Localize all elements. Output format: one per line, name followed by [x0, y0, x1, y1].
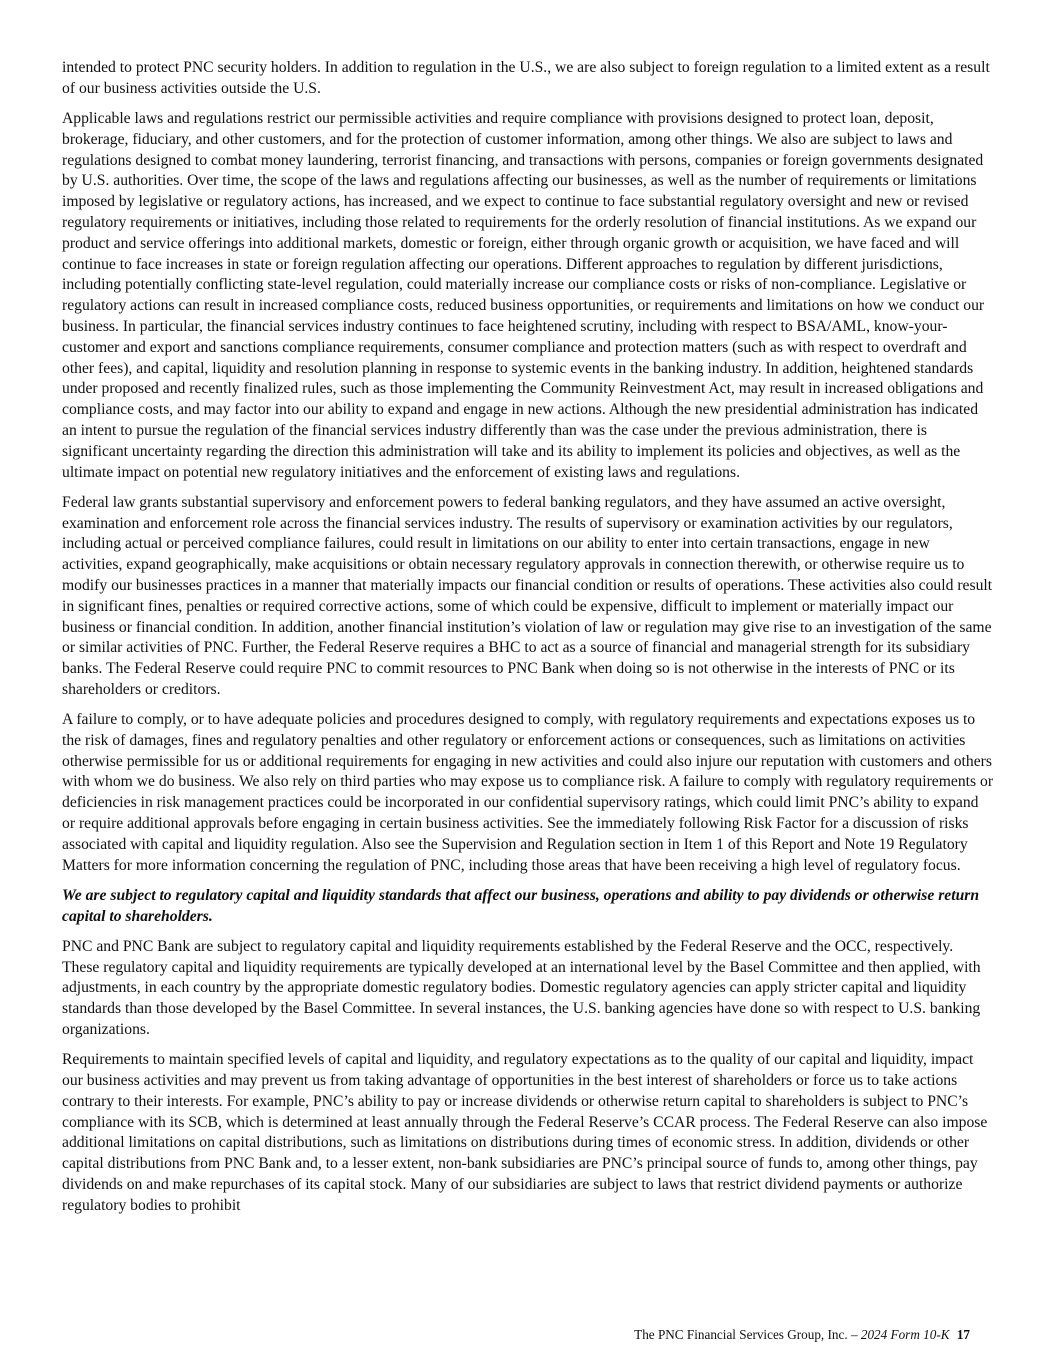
footer-form: 2024 Form 10-K [860, 1327, 950, 1342]
footer-company: The PNC Financial Services Group, Inc. – [634, 1327, 858, 1342]
paragraph-4: A failure to comply, or to have adequate policies and procedures designed to comply, with regulatory requirements and expectations exposes us to the risk of damages, fines and regulatory penalties and other regulatory or enforcement actions or consequences, such as limitations on activities otherwise permissible for us or additional requirements for engaging in new activities and could also injure our reputation with customers and others with whom we do business. We also rely on third parties who may expose us to compliance risk. A failure to comply with regulatory requirements or deficiencies in risk management practices could be incorporated in our confidential supervisory ratings, which could limit PNC’s ability to expand or require additional approvals before engaging in certain business activities. See the immediately following Risk Factor for a discussion of risks associated with capital and liquidity regulation. Also see the Supervision and Regulation section in Item 1 of this Report and Note 19 Regulatory Matters for more information concerning the regulation of PNC, including those areas that have been receiving a high level of regulatory focus. [62, 711, 994, 874]
page-footer [0, 1326, 970, 1344]
paragraph-5: PNC and PNC Bank are subject to regulatory capital and liquidity requirements established by the Federal Reserve and the OCC, respectively. These regulatory capital and liquidity requirements are typically developed at an international level by the Basel Committee and then applied, with adjustments, in each country by the appropriate domestic regulatory bodies. Domestic regulatory agencies can apply stricter capital and liquidity standards than those developed by the Basel Committee. In several instances, the U.S. banking agencies have done so with respect to U.S. banking organizations. [62, 937, 981, 1039]
paragraph-3: Federal law grants substantial supervisory and enforcement powers to federal banking regulators, and they have assumed an active oversight, examination and enforcement role across the financial services industry. The results of supervisory or examination activities by our regulators, including actual or perceived compliance failures, could result in limitations on our ability to enter into certain transactions, engage in new activities, expand geographically, make acquisitions or obtain necessary regulatory approvals in connection therewith, or otherwise require us to modify our businesses practices in a manner that materially impacts our financial condition or results of operations. These activities also could result in significant fines, penalties or required corrective actions, some of which could be expensive, difficult to implement or materially impact our business or financial condition. In addition, another financial institution’s violation of law or regulation may give rise to an investigation of the same or similar activities of PNC. Further, the Federal Reserve requires a BHC to act as a source of financial and managerial strength for its subsidiary banks. The Federal Reserve could require PNC to commit resources to PNC Bank when doing so is not otherwise in the interests of PNC or its shareholders or creditors. [62, 493, 993, 698]
document-body [62, 58, 994, 1226]
paragraph-2: Applicable laws and regulations restrict our permissible activities and require compliance with provisions designed to protect loan, deposit, brokerage, fiduciary, and other customers, and for the protection of customer information, among other things. We also are subject to laws and regulations designed to combat money laundering, terrorist financing, and transactions with persons, companies or foreign governments designated by U.S. authorities. Over time, the scope of the laws and regulations affecting our businesses, as well as the number of requirements or limitations imposed by legislative or regulatory actions, has increased, and we expect to continue to face substantial regulatory oversight and new or revised regulatory requirements or initiatives, including those related to requirements for the orderly resolution of financial institutions. As we expand our product and service offerings into additional markets, domestic or foreign, either through organic growth or acquisition, we have faced and will continue to face increases in state or foreign regulation affecting our operations. Different approaches to regulation by different jurisdictions, including potentially conflicting state-level regulation, could materially increase our compliance costs or risks of non-compliance. Legislative or regulatory actions can result in increased compliance costs, reduced business opportunities, or requirements and limitations on how we conduct our business. In particular, the financial services industry continues to face heightened scrutiny, including with respect to BSA/AML, know-your-customer and export and sanctions compliance requirements, consumer compliance and protection matters (such as with respect to overdraft and other fees), and capital, liquidity and resolution planning in response to systemic events in the banking industry. In addition, heightened standards under proposed and recently finalized rules, such as those implementing the Community Reinvestment Act, may result in increased obligations and compliance costs, and may factor into our ability to expand and engage in new actions. Although the new presidential administration has indicated an intent to pursue the regulation of the financial services industry differently than was the case under the previous administration, there is significant uncertainty regarding the direction this administration will take and its ability to implement its policies and objectives, as well as the ultimate impact on potential new regulatory initiatives and the enforcement of existing laws and regulations. [62, 109, 985, 481]
paragraph-1: intended to protect PNC security holders. In addition to regulation in the U.S., we are also subject to foreign regulation to a limited extent as a result of our business activities outside the U.S. [62, 59, 990, 97]
risk-factor-heading: We are subject to regulatory capital and liquidity standards that affect our business, operations and ability to pay dividends or otherwise return capital to shareholders. [62, 886, 980, 925]
page-number: 17 [956, 1327, 970, 1342]
paragraph-6: Requirements to maintain specified levels of capital and liquidity, and regulatory expectations as to the quality of our capital and liquidity, impact our business activities and may prevent us from taking advantage of opportunities in the best interest of shareholders or force us to take actions contrary to their interests. For example, PNC’s ability to pay or increase dividends or otherwise return capital to shareholders is subject to PNC’s compliance with its SCB, which is determined at least annually through the Federal Reserve’s CCAR process. The Federal Reserve can also impose additional limitations on capital distributions, such as limitations on distributions during times of economic stress. In addition, dividends or other capital distributions from PNC Bank and, to a lesser extent, non-bank subsidiaries are PNC’s principal source of funds to, among other things, pay dividends on and make repurchases of its capital stock. Many of our subsidiaries are subject to laws that restrict dividend payments or authorize regulatory bodies to prohibit [62, 1051, 988, 1214]
